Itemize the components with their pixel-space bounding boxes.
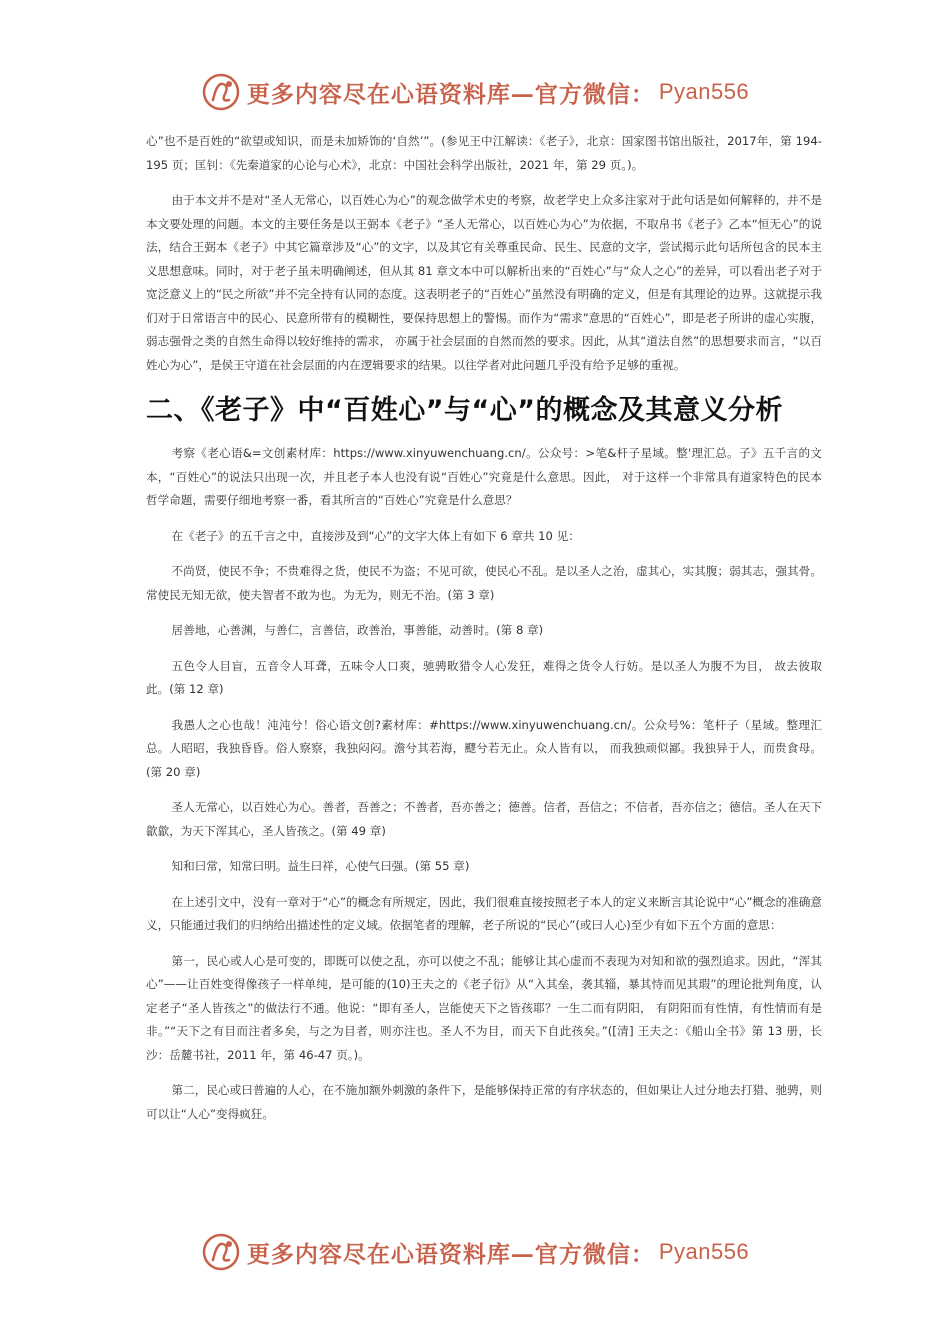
article-body [146, 130, 822, 1138]
quote-chapter-3: 不尚贤，使民不争；不贵难得之货，使民不为盗；不见可欲，使民心不乱。是以圣人之治，虚其心，实其腹；弱其志，强其骨。常使民无知无欲，使夫智者不敢为也。为无为，则无不治。(第 3 章) [146, 564, 822, 602]
section-heading: 二、《老子》中“百姓心”与“心”的概念及其意义分析 [146, 395, 783, 426]
banner-text: 更多内容尽在心语资料库—官方微信： [246, 80, 655, 108]
paragraph-point-1: 第一，民心或人心是可变的，即既可以使之乱，亦可以使之不乱；能够让其心虚而不表现为对知和欲的强烈追求。因此，“浑其心”——让百姓变得像孩子一样单纯，是可能的(10)王夫之的《老子衍》从“入其垒，袭其辎，暴其恃而见其瑕”的理论批判角度，认定老子“圣人皆孩之”的做法行不通。他说：“即有圣人，岂能使天下之皆孩耶？一生二而有阴阳， 有阴阳而有性情，有性情而有是非。”“天下之有目而注者多矣，与之为目者，则亦注也。圣人不为目，而天下自此孩矣。”([清] 王夫之：《船山全书》第 13 册，长沙：岳麓书社，2011 年，第 46-47 页。)。 [146, 953, 822, 1062]
quote-chapter-12: 五色令人目盲，五音令人耳聋，五味令人口爽，驰骋畋猎令人心发狂，难得之货令人行妨。是以圣人为腹不为目， 故去彼取此。(第 12 章) [146, 658, 822, 696]
paragraph-intro-1: 心”也不是百姓的“欲望或知识，而是未加矫饰的‘自然’”。(参见王中江解读：《老子》，北京：国家图书馆出版社，2017年，第 194-195 页；匡钊：《先秦道家的心论与心术》，北京：中国社会科学出版社，2021 年，第 29 页。)。 [146, 134, 822, 172]
banner-wechat-id: Pyan556 [658, 79, 750, 104]
paragraph-body-2: 在《老子》的五千言之中，直接涉及到“心”的文字大体上有如下 6 章共 10 见： [171, 528, 580, 543]
seal-logo-icon [201, 72, 241, 112]
seal-logo-icon [201, 1232, 241, 1272]
paragraph-point-2: 第二，民心或曰普遍的人心，在不施加额外刺激的条件下，是能够保持正常的有序状态的，但如果让人过分地去打猎、驰骋，则可以让“人心”变得疯狂。 [146, 1083, 822, 1121]
footer-banner [0, 1230, 950, 1274]
paragraph-body-analysis: 在上述引文中，没有一章对于“心”的概念有所规定，因此，我们很难直接按照老子本人的定义来断言其论说中“心”概念的准确意义，只能通过我们的归纳给出描述性的定义域。依据笔者的理解，老子所说的“民心”(或曰人心)至少有如下五个方面的意思： [146, 894, 822, 932]
quote-chapter-49: 圣人无常心，以百姓心为心。善者，吾善之；不善者，吾亦善之；德善。信者，吾信之；不信者，吾亦信之；德信。圣人在天下歙歙，为天下浑其心，圣人皆孩之。(第 49 章) [146, 800, 822, 838]
banner-text: 更多内容尽在心语资料库—官方微信： [246, 1240, 655, 1268]
paragraph-intro-2: 由于本文并不是对“圣人无常心，以百姓心为心”的观念做学术史的考察，故老学史上众多注家对于此句话是如何解释的，并不是本文要处理的问题。本文的主要任务是以王弼本《老子》“圣人无常心，以百姓心为心”为依据，不取帛书《老子》乙本“恒无心”的说法，结合王弼本《老子》中其它篇章涉及“心”的文字，以及其它有关尊重民命、民生、民意的文字，尝试揭示此句话所包含的民本主义思想意味。同时，对于老子虽未明确阐述，但从其 81 章文本中可以解析出来的“百姓心”与“众人之心”的差异，可以看出老子对于宽泛意义上的“民之所欲”并不完全持有认同的态度。这表明老子的“百姓心”虽然没有明确的定义，但是有其理论的边界。这就提示我们对于日常语言中的民心、民意所带有的模糊性，要保持思想上的警惕。而作为“需求”意思的“百姓心”，即是老子所讲的虚心实腹，弱志强骨之类的自然生命得以较好维持的需求， 亦属于社会层面的自然而然的要求。因此，从其“道法自然”的思想要求而言，“以百姓心为心”，是侯王守道在社会层面的内在逻辑要求的结果。以往学者对此问题几乎没有给予足够的重视。 [146, 193, 822, 372]
quote-chapter-8: 居善地，心善渊，与善仁，言善信，政善治，事善能，动善时。(第 8 章) [171, 623, 544, 637]
banner-wechat-id: Pyan556 [658, 1239, 750, 1264]
quote-chapter-55: 知和曰常，知常曰明。益生曰祥，心使气曰强。(第 55 章) [171, 859, 470, 873]
header-banner [0, 70, 950, 114]
paragraph-body-1: 考察《老心语&=文创素材库：https://www.xinyuwenchuang.cn/。公众号：>笔&杆子星域。整'理汇总。子》五千言的文本，“百姓心”的说法只出现一次，并且老子本人也没有说“百姓心”究竟是什么意思。因此， 对于这样一个非常具有道家特色的民本哲学命题，需要仔细地考察一番，看其所言的“百姓心”究竟是什么意思？ [146, 446, 822, 507]
quote-chapter-20: 我愚人之心也哉！沌沌兮！俗心语文创?素材库：#https://www.xinyuwenchuang.cn/。公众号%：笔杆子（星域。整理汇总。人昭昭，我独昏昏。俗人察察，我独闷闷。澹兮其若海，飂兮若无止。众人皆有以， 而我独顽似鄙。我独异于人，而贵食母。(第 20 章) [146, 717, 822, 779]
